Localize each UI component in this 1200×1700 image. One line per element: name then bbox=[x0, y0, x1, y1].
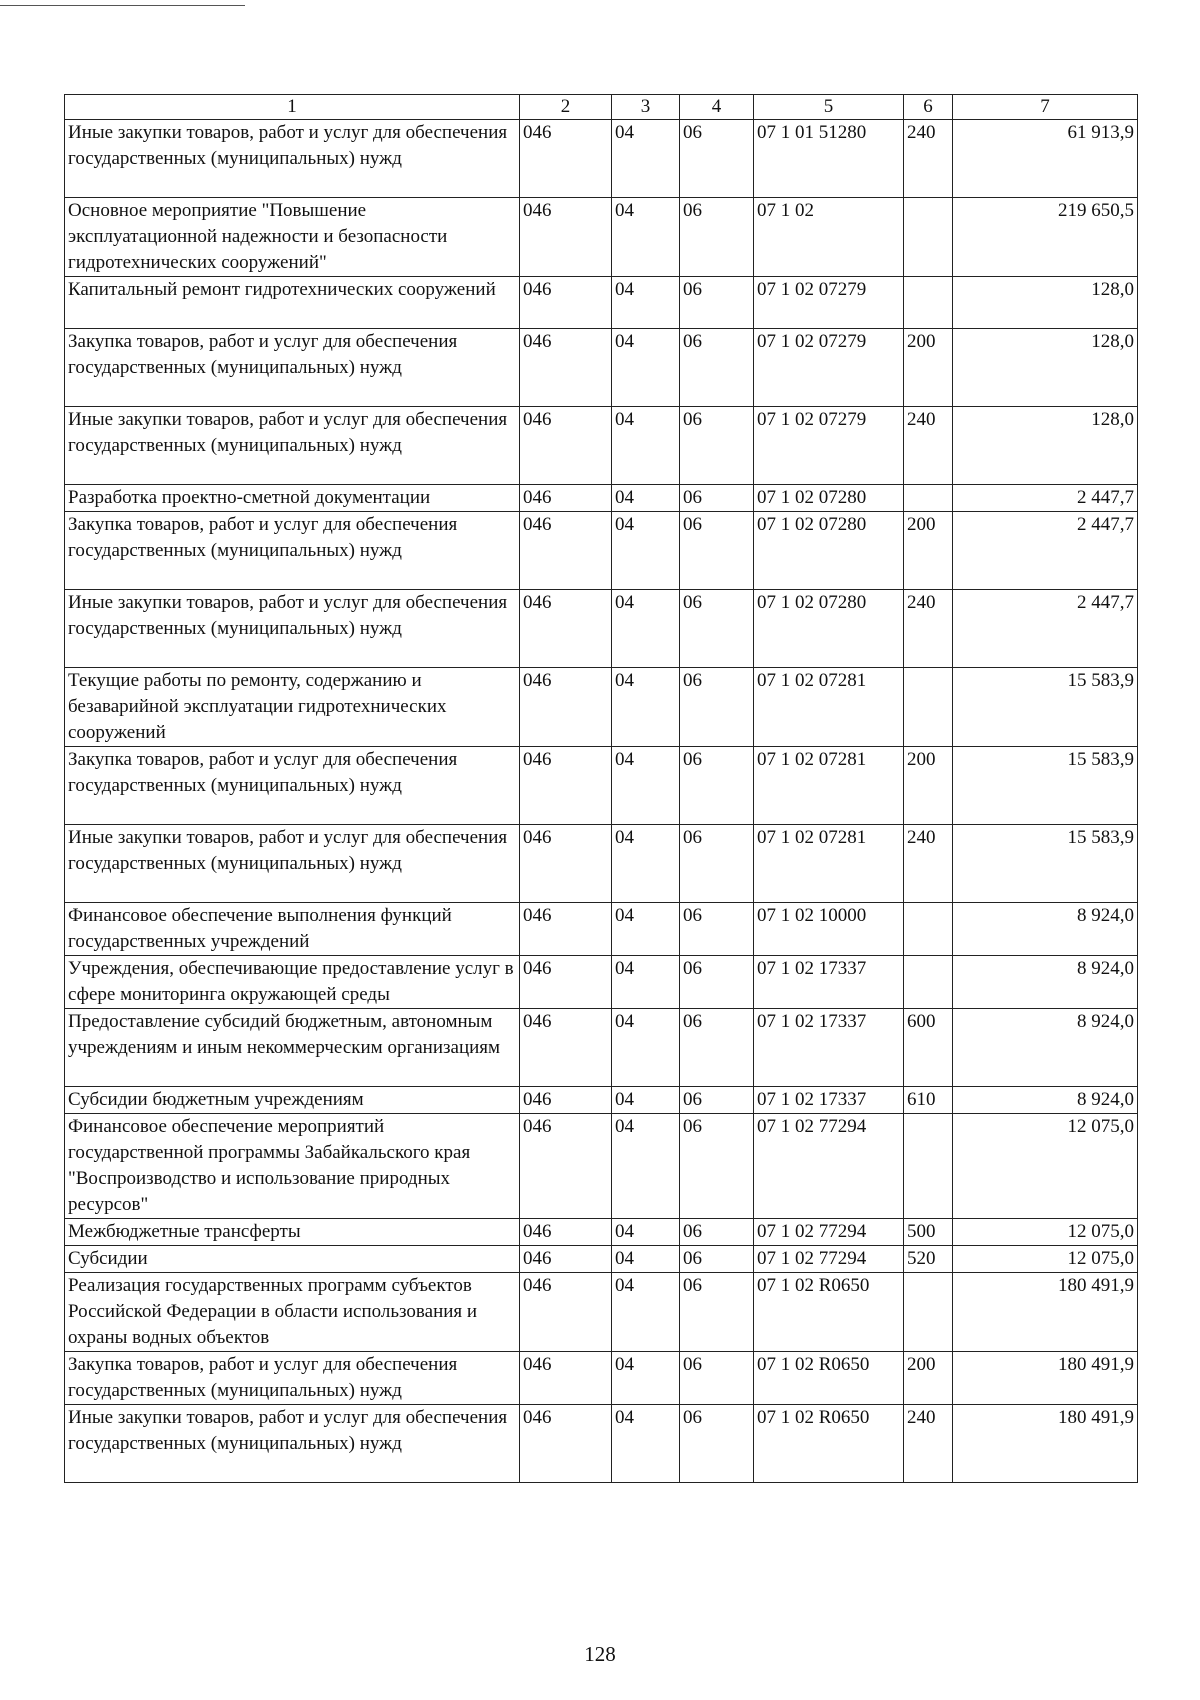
cell-target-article: 07 1 02 bbox=[754, 198, 904, 277]
cell-expense-type: 500 bbox=[904, 1219, 953, 1246]
cell-expense-type: 200 bbox=[904, 747, 953, 825]
table-row bbox=[65, 407, 1138, 485]
cell-expense-type: 240 bbox=[904, 407, 953, 485]
cell-section: 04 bbox=[612, 590, 680, 668]
cell-section: 04 bbox=[612, 1246, 680, 1273]
table-row bbox=[65, 329, 1138, 407]
cell-amount: 8 924,0 bbox=[953, 1087, 1138, 1114]
cell-expense-type: 200 bbox=[904, 329, 953, 407]
cell-section: 04 bbox=[612, 747, 680, 825]
cell-expense-type: 240 bbox=[904, 825, 953, 903]
cell-ved: 046 bbox=[520, 747, 612, 825]
cell-section: 04 bbox=[612, 407, 680, 485]
top-rule bbox=[0, 5, 245, 6]
cell-subsection: 06 bbox=[680, 1009, 754, 1087]
cell-expense-type: 200 bbox=[904, 512, 953, 590]
cell-ved: 046 bbox=[520, 590, 612, 668]
cell-amount: 2 447,7 bbox=[953, 512, 1138, 590]
cell-amount: 219 650,5 bbox=[953, 198, 1138, 277]
cell-amount: 61 913,9 bbox=[953, 120, 1138, 198]
table-row bbox=[65, 198, 1138, 277]
cell-ved: 046 bbox=[520, 407, 612, 485]
cell-amount: 12 075,0 bbox=[953, 1246, 1138, 1273]
cell-name: Иные закупки товаров, работ и услуг для обеспечения государственных (муниципальных) нужд bbox=[65, 590, 520, 668]
cell-name: Иные закупки товаров, работ и услуг для обеспечения государственных (муниципальных) нужд bbox=[65, 120, 520, 198]
cell-name: Реализация государственных программ субъектов Российской Федерации в области использования и охраны водных объектов bbox=[65, 1273, 520, 1352]
cell-section: 04 bbox=[612, 956, 680, 1009]
cell-target-article: 07 1 02 07279 bbox=[754, 329, 904, 407]
cell-ved: 046 bbox=[520, 903, 612, 956]
cell-ved: 046 bbox=[520, 1114, 612, 1219]
cell-target-article: 07 1 02 17337 bbox=[754, 956, 904, 1009]
cell-name: Иные закупки товаров, работ и услуг для обеспечения государственных (муниципальных) нужд bbox=[65, 407, 520, 485]
cell-name: Иные закупки товаров, работ и услуг для обеспечения государственных (муниципальных) нужд bbox=[65, 825, 520, 903]
cell-name: Субсидии бюджетным учреждениям bbox=[65, 1087, 520, 1114]
cell-section: 04 bbox=[612, 1405, 680, 1483]
cell-subsection: 06 bbox=[680, 485, 754, 512]
cell-subsection: 06 bbox=[680, 903, 754, 956]
cell-subsection: 06 bbox=[680, 329, 754, 407]
cell-subsection: 06 bbox=[680, 747, 754, 825]
cell-target-article: 07 1 02 17337 bbox=[754, 1087, 904, 1114]
cell-ved: 046 bbox=[520, 1405, 612, 1483]
cell-ved: 046 bbox=[520, 1009, 612, 1087]
cell-expense-type bbox=[904, 903, 953, 956]
cell-name: Субсидии bbox=[65, 1246, 520, 1273]
table-row bbox=[65, 668, 1138, 747]
cell-name: Финансовое обеспечение мероприятий государственной программы Забайкальского края "Воспроизводство и использование природных ресурсов" bbox=[65, 1114, 520, 1219]
cell-subsection: 06 bbox=[680, 1114, 754, 1219]
cell-name: Иные закупки товаров, работ и услуг для обеспечения государственных (муниципальных) нужд bbox=[65, 1405, 520, 1483]
cell-amount: 8 924,0 bbox=[953, 956, 1138, 1009]
table-row bbox=[65, 1405, 1138, 1483]
cell-name: Закупка товаров, работ и услуг для обеспечения государственных (муниципальных) нужд bbox=[65, 1352, 520, 1405]
cell-amount: 2 447,7 bbox=[953, 590, 1138, 668]
cell-section: 04 bbox=[612, 1087, 680, 1114]
table-row bbox=[65, 1114, 1138, 1219]
cell-expense-type: 600 bbox=[904, 1009, 953, 1087]
cell-section: 04 bbox=[612, 1219, 680, 1246]
cell-section: 04 bbox=[612, 198, 680, 277]
cell-section: 04 bbox=[612, 668, 680, 747]
cell-ved: 046 bbox=[520, 120, 612, 198]
cell-amount: 12 075,0 bbox=[953, 1114, 1138, 1219]
table-row bbox=[65, 1009, 1138, 1087]
cell-expense-type: 240 bbox=[904, 590, 953, 668]
cell-subsection: 06 bbox=[680, 1246, 754, 1273]
cell-name: Предоставление субсидий бюджетным, автономным учреждениям и иным некоммерческим организациям bbox=[65, 1009, 520, 1087]
table-row bbox=[65, 825, 1138, 903]
header-col-6: 6 bbox=[904, 95, 953, 120]
cell-expense-type: 610 bbox=[904, 1087, 953, 1114]
cell-amount: 2 447,7 bbox=[953, 485, 1138, 512]
cell-amount: 15 583,9 bbox=[953, 668, 1138, 747]
cell-target-article: 07 1 02 R0650 bbox=[754, 1405, 904, 1483]
cell-section: 04 bbox=[612, 1009, 680, 1087]
cell-expense-type bbox=[904, 198, 953, 277]
cell-expense-type bbox=[904, 485, 953, 512]
header-col-5: 5 bbox=[754, 95, 904, 120]
table-row bbox=[65, 1219, 1138, 1246]
header-col-3: 3 bbox=[612, 95, 680, 120]
cell-ved: 046 bbox=[520, 512, 612, 590]
cell-target-article: 07 1 02 07279 bbox=[754, 277, 904, 329]
cell-ved: 046 bbox=[520, 277, 612, 329]
table-row bbox=[65, 1246, 1138, 1273]
cell-ved: 046 bbox=[520, 825, 612, 903]
cell-target-article: 07 1 02 10000 bbox=[754, 903, 904, 956]
cell-subsection: 06 bbox=[680, 1087, 754, 1114]
cell-name: Разработка проектно-сметной документации bbox=[65, 485, 520, 512]
cell-target-article: 07 1 02 R0650 bbox=[754, 1352, 904, 1405]
cell-section: 04 bbox=[612, 120, 680, 198]
cell-ved: 046 bbox=[520, 1246, 612, 1273]
cell-target-article: 07 1 02 07281 bbox=[754, 747, 904, 825]
cell-name: Закупка товаров, работ и услуг для обеспечения государственных (муниципальных) нужд bbox=[65, 512, 520, 590]
cell-amount: 128,0 bbox=[953, 277, 1138, 329]
cell-name: Основное мероприятие "Повышение эксплуатационной надежности и безопасности гидротехнических сооружений" bbox=[65, 198, 520, 277]
table-row bbox=[65, 1273, 1138, 1352]
cell-subsection: 06 bbox=[680, 1405, 754, 1483]
table-row bbox=[65, 120, 1138, 198]
cell-target-article: 07 1 02 77294 bbox=[754, 1219, 904, 1246]
cell-amount: 8 924,0 bbox=[953, 903, 1138, 956]
header-row bbox=[65, 95, 1138, 120]
cell-ved: 046 bbox=[520, 1087, 612, 1114]
cell-subsection: 06 bbox=[680, 590, 754, 668]
cell-subsection: 06 bbox=[680, 956, 754, 1009]
cell-expense-type bbox=[904, 668, 953, 747]
cell-amount: 8 924,0 bbox=[953, 1009, 1138, 1087]
cell-amount: 15 583,9 bbox=[953, 825, 1138, 903]
cell-name: Межбюджетные трансферты bbox=[65, 1219, 520, 1246]
cell-expense-type bbox=[904, 956, 953, 1009]
table-row bbox=[65, 1087, 1138, 1114]
cell-section: 04 bbox=[612, 512, 680, 590]
cell-section: 04 bbox=[612, 903, 680, 956]
cell-amount: 128,0 bbox=[953, 329, 1138, 407]
cell-expense-type bbox=[904, 1273, 953, 1352]
cell-expense-type: 200 bbox=[904, 1352, 953, 1405]
table-row bbox=[65, 747, 1138, 825]
cell-name: Закупка товаров, работ и услуг для обеспечения государственных (муниципальных) нужд bbox=[65, 747, 520, 825]
table-row bbox=[65, 277, 1138, 329]
cell-subsection: 06 bbox=[680, 198, 754, 277]
cell-ved: 046 bbox=[520, 329, 612, 407]
header-col-4: 4 bbox=[680, 95, 754, 120]
cell-ved: 046 bbox=[520, 668, 612, 747]
table-row bbox=[65, 485, 1138, 512]
cell-amount: 180 491,9 bbox=[953, 1352, 1138, 1405]
cell-expense-type: 520 bbox=[904, 1246, 953, 1273]
cell-section: 04 bbox=[612, 485, 680, 512]
cell-section: 04 bbox=[612, 825, 680, 903]
table-row bbox=[65, 956, 1138, 1009]
cell-subsection: 06 bbox=[680, 1352, 754, 1405]
cell-name: Учреждения, обеспечивающие предоставление услуг в сфере мониторинга окружающей среды bbox=[65, 956, 520, 1009]
cell-subsection: 06 bbox=[680, 1273, 754, 1352]
cell-ved: 046 bbox=[520, 1219, 612, 1246]
cell-ved: 046 bbox=[520, 198, 612, 277]
cell-section: 04 bbox=[612, 1352, 680, 1405]
cell-subsection: 06 bbox=[680, 1219, 754, 1246]
cell-section: 04 bbox=[612, 277, 680, 329]
cell-expense-type: 240 bbox=[904, 1405, 953, 1483]
cell-target-article: 07 1 01 51280 bbox=[754, 120, 904, 198]
cell-ved: 046 bbox=[520, 1273, 612, 1352]
cell-target-article: 07 1 02 17337 bbox=[754, 1009, 904, 1087]
budget-table bbox=[64, 94, 1138, 1483]
cell-expense-type: 240 bbox=[904, 120, 953, 198]
cell-expense-type bbox=[904, 1114, 953, 1219]
table-row bbox=[65, 590, 1138, 668]
cell-name: Финансовое обеспечение выполнения функций государственных учреждений bbox=[65, 903, 520, 956]
cell-section: 04 bbox=[612, 1114, 680, 1219]
table-row bbox=[65, 512, 1138, 590]
header-col-2: 2 bbox=[520, 95, 612, 120]
page-number: 128 bbox=[584, 1642, 616, 1666]
cell-target-article: 07 1 02 07280 bbox=[754, 485, 904, 512]
cell-name: Закупка товаров, работ и услуг для обеспечения государственных (муниципальных) нужд bbox=[65, 329, 520, 407]
cell-target-article: 07 1 02 07281 bbox=[754, 668, 904, 747]
cell-target-article: 07 1 02 07281 bbox=[754, 825, 904, 903]
cell-subsection: 06 bbox=[680, 120, 754, 198]
cell-target-article: 07 1 02 07279 bbox=[754, 407, 904, 485]
cell-subsection: 06 bbox=[680, 277, 754, 329]
cell-name: Текущие работы по ремонту, содержанию и безаварийной эксплуатации гидротехнических сооружений bbox=[65, 668, 520, 747]
table-row bbox=[65, 903, 1138, 956]
cell-amount: 15 583,9 bbox=[953, 747, 1138, 825]
cell-amount: 180 491,9 bbox=[953, 1273, 1138, 1352]
cell-subsection: 06 bbox=[680, 512, 754, 590]
cell-target-article: 07 1 02 77294 bbox=[754, 1246, 904, 1273]
table-row bbox=[65, 1352, 1138, 1405]
cell-subsection: 06 bbox=[680, 668, 754, 747]
cell-subsection: 06 bbox=[680, 407, 754, 485]
cell-amount: 12 075,0 bbox=[953, 1219, 1138, 1246]
cell-subsection: 06 bbox=[680, 825, 754, 903]
cell-target-article: 07 1 02 07280 bbox=[754, 512, 904, 590]
cell-target-article: 07 1 02 07280 bbox=[754, 590, 904, 668]
header-col-1: 1 bbox=[65, 95, 520, 120]
cell-name: Капитальный ремонт гидротехнических сооружений bbox=[65, 277, 520, 329]
cell-amount: 128,0 bbox=[953, 407, 1138, 485]
cell-section: 04 bbox=[612, 329, 680, 407]
cell-ved: 046 bbox=[520, 1352, 612, 1405]
cell-amount: 180 491,9 bbox=[953, 1405, 1138, 1483]
cell-target-article: 07 1 02 77294 bbox=[754, 1114, 904, 1219]
cell-target-article: 07 1 02 R0650 bbox=[754, 1273, 904, 1352]
cell-ved: 046 bbox=[520, 956, 612, 1009]
cell-ved: 046 bbox=[520, 485, 612, 512]
cell-section: 04 bbox=[612, 1273, 680, 1352]
cell-expense-type bbox=[904, 277, 953, 329]
header-col-7: 7 bbox=[953, 95, 1138, 120]
